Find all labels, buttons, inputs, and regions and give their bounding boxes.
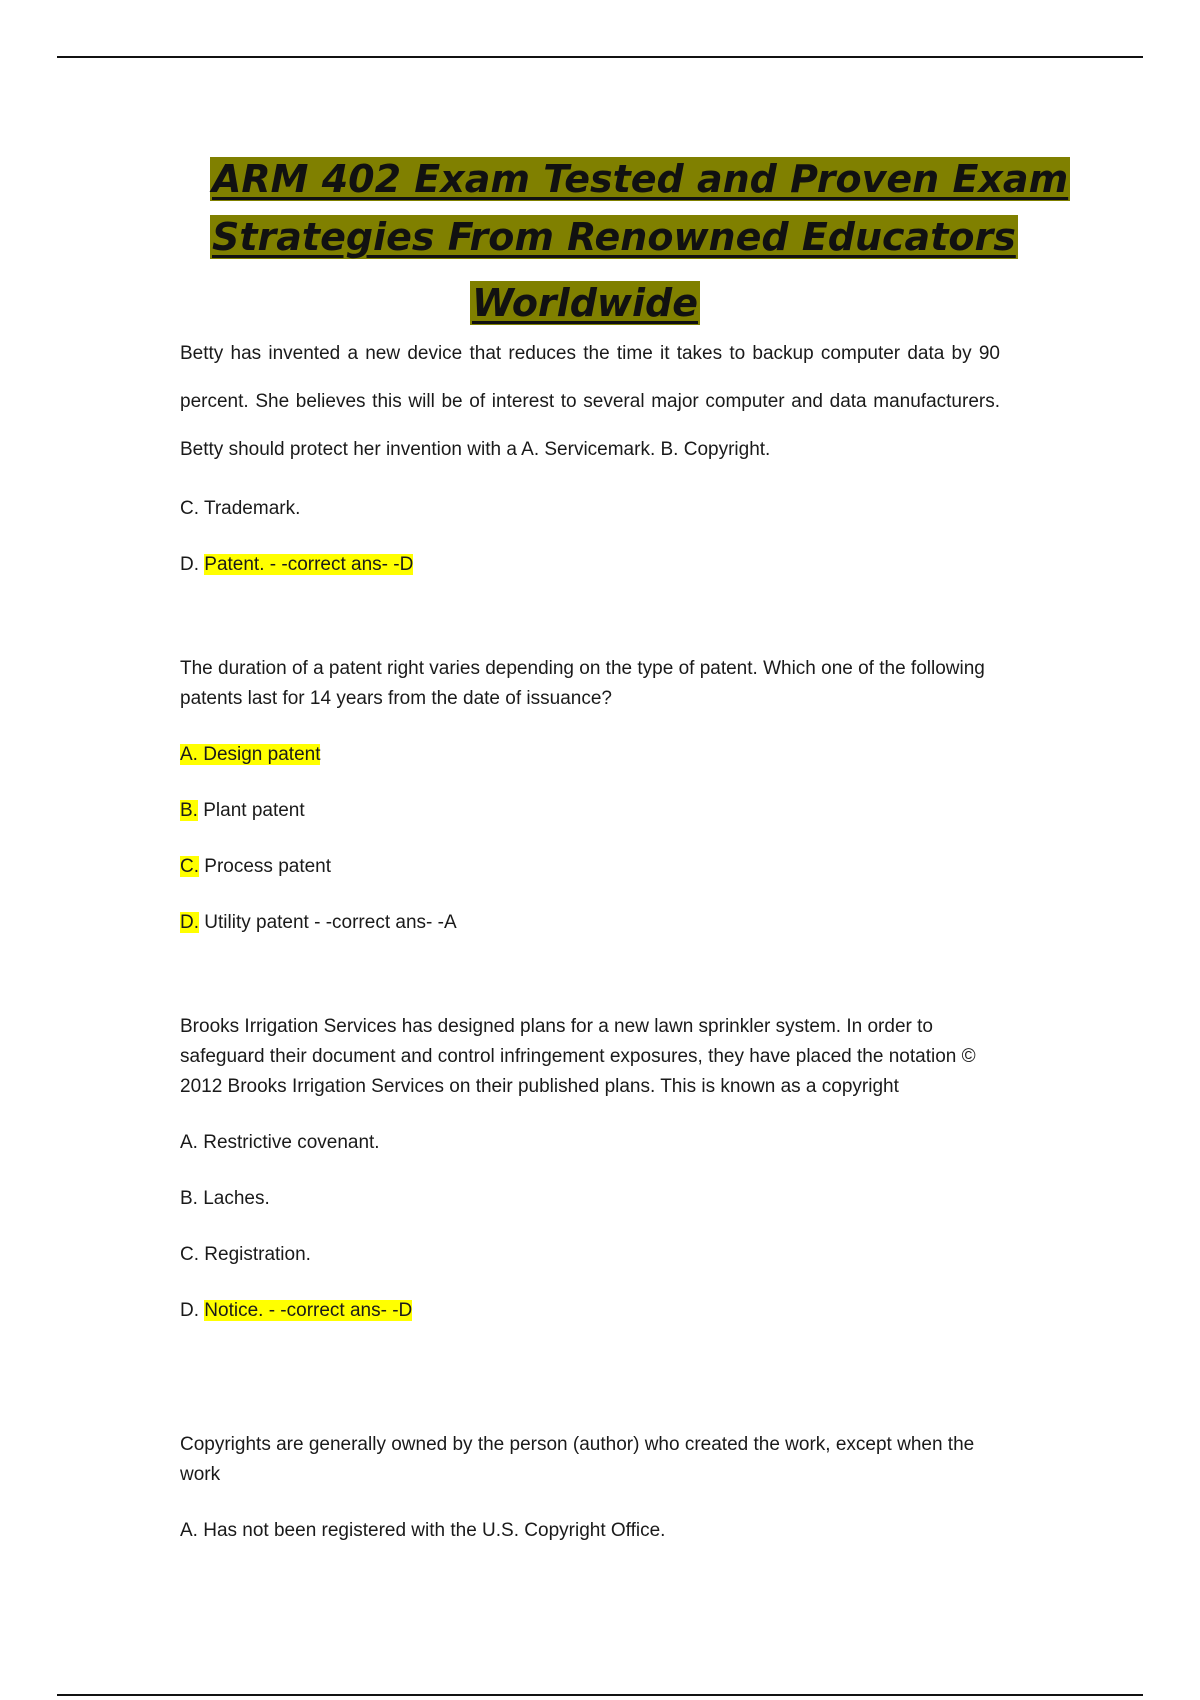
option-c (180, 494, 1000, 524)
question-text: The duration of a patent right varies depending on the type of patent. Which one of the following patents last for 14 years from the date of issuance? (180, 658, 985, 709)
option-text: Process patent (199, 856, 332, 877)
question-1 (180, 330, 1000, 474)
option-text: Plant patent (197, 800, 305, 821)
option-a-correct (180, 740, 1000, 770)
option-text: Trademark. (203, 498, 301, 519)
option-a (180, 1128, 1000, 1158)
option-d-correct (180, 1296, 1000, 1326)
option-text: B. Laches. (180, 1188, 270, 1209)
correct-answer-highlight: Patent. - -correct ans- -D (204, 554, 414, 575)
question-1-options (180, 494, 1000, 580)
option-text: Utility patent - -correct ans- -A (199, 912, 457, 933)
document-title (210, 150, 1069, 332)
title-line-2: Strategies From Renowned Educators (212, 215, 1016, 259)
option-b (180, 1184, 1000, 1214)
option-d (180, 908, 1000, 938)
question-2 (180, 654, 1000, 938)
bottom-rule (57, 1694, 1143, 1696)
title-line-1: ARM 402 Exam Tested and Proven Exam (212, 157, 1069, 201)
option-c (180, 1240, 1000, 1270)
correct-answer-highlight: A. Design patent (180, 744, 321, 765)
question-text: Brooks Irrigation Services has designed plans for a new lawn sprinkler system. In order to safeguard their document and control infringement exposures, they have placed the notation © 2012 Brooks Irrigation Services on their published plans. This is known as a copyright (180, 1016, 976, 1097)
option-prefix: D. (180, 912, 199, 933)
option-prefix: D. (180, 1300, 205, 1321)
question-4 (180, 1430, 1000, 1546)
option-prefix: C. (180, 856, 199, 877)
question-text: Copyrights are generally owned by the person (author) who created the work, except when the work (180, 1434, 975, 1485)
option-prefix: D. (180, 554, 205, 575)
question-text: Betty has invented a new device that reduces the time it takes to backup computer data by 90 percent. She believes this will be of interest to several major computer and data manufacturers. Betty should protect her invention with a A. Servicemark. B. Copyright. (180, 343, 1000, 460)
option-text: A. Restrictive covenant. (180, 1132, 380, 1153)
top-rule (57, 56, 1143, 58)
option-prefix: C. (180, 498, 204, 519)
option-a (180, 1516, 1000, 1546)
option-d-correct (180, 550, 1000, 580)
option-text: C. Registration. (180, 1244, 311, 1265)
option-text: A. Has not been registered with the U.S. Copyright Office. (180, 1520, 666, 1541)
title-line-3: Worldwide (471, 281, 698, 325)
option-prefix: B. (180, 800, 198, 821)
correct-answer-highlight: Notice. - -correct ans- -D (204, 1300, 413, 1321)
option-b (180, 796, 1000, 826)
option-c (180, 852, 1000, 882)
question-3 (180, 1012, 1000, 1326)
